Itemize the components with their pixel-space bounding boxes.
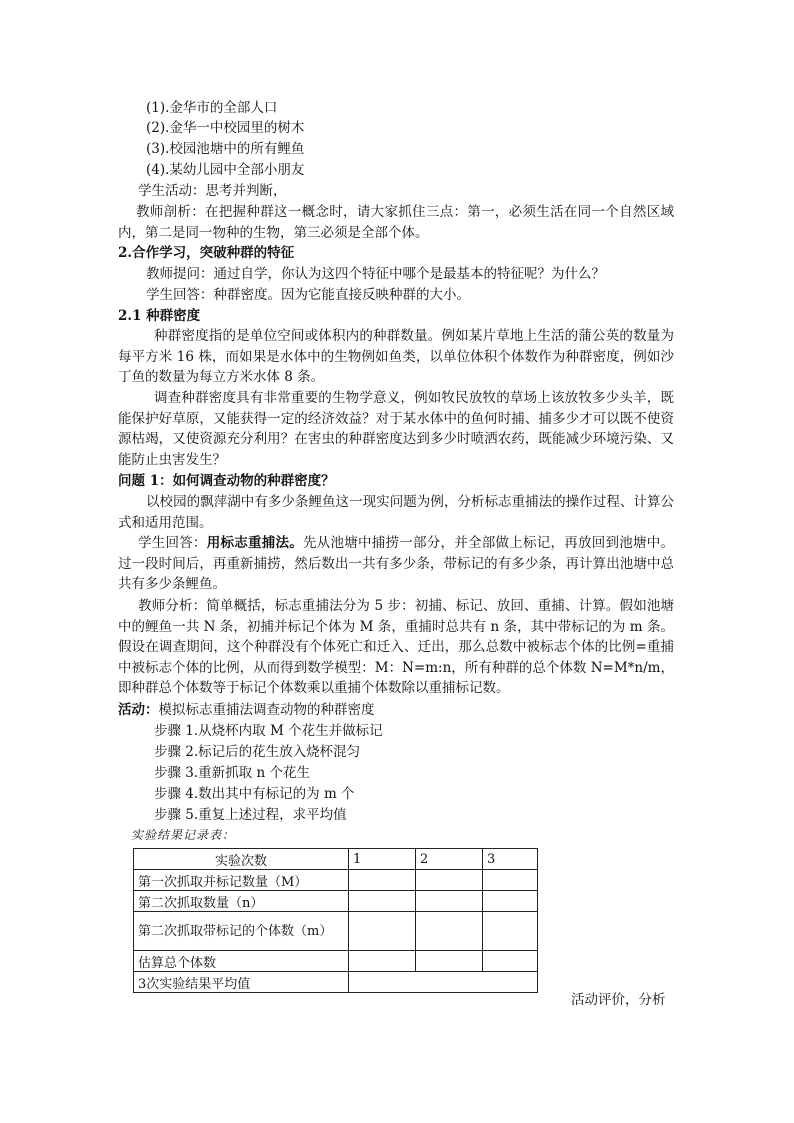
table-cell (483, 870, 538, 891)
student-answer: 学生回答：种群密度。因为它能直接反映种群的大小。 (146, 287, 470, 303)
table-cell (416, 870, 483, 891)
table-row (134, 912, 538, 951)
table-row (134, 870, 538, 891)
table-header-cell: 2 (416, 849, 483, 870)
table-caption: 实验结果记录表： (131, 828, 236, 842)
table-row (134, 951, 538, 972)
section-2-1-title: 2.1 种群密度 (118, 308, 201, 324)
step-2: 步骤 2.标记后的花生放入烧杯混匀 (154, 744, 361, 760)
row-label: 第二次抓取带标记的个体数（m） (134, 912, 349, 951)
table-header-cell: 3 (483, 849, 538, 870)
table-cell (416, 912, 483, 951)
student-answer-2-method: 用标志重捕法。 (206, 535, 303, 551)
step-1: 步骤 1.从烧杯内取 M 个花生并做标记 (154, 723, 383, 739)
problem-1-text: 以校园的飘萍湖中有多少条鲤鱼这一现实问题为例，分析标志重捕法的操作过程、计算公式和适用范围。 (118, 494, 674, 531)
option-4: (4).某幼儿园中全部小朋友 (146, 162, 305, 178)
side-note: 活动评价，分析 (571, 992, 666, 1008)
table-row (134, 972, 538, 993)
table-header-cell: 1 (349, 849, 416, 870)
option-2: (2).金华一中校园里的树木 (146, 120, 305, 136)
option-1: (1).金华市的全部人口 (146, 100, 278, 116)
row-label: 第二次抓取数量（n） (134, 891, 349, 912)
density-paragraph-2: 调查种群密度具有非常重要的生物学意义，例如牧民放牧的草场上该放牧多少头羊，既能保护好草原，又能获得一定的经济效益？对于某水体中的鱼何时捕、捕多少才可以既不使资源枯竭，又使资源充分利用？在害虫的种群密度达到多少时喷洒农药，既能减少环境污染、又能防止虫害发生？ (118, 390, 674, 468)
row-label: 第一次抓取并标记数量（M） (134, 870, 349, 891)
experiment-record-table (133, 848, 538, 993)
activity-label: 活动： (118, 702, 159, 718)
teacher-question: 教师提问：通过自学，你认为这四个特征中哪个是最基本的特征呢？为什么？ (146, 266, 605, 282)
table-row (134, 891, 538, 912)
table-header-row (134, 849, 538, 870)
row-label: 3次实验结果平均值 (134, 972, 349, 993)
option-3: (3).校园池塘中的所有鲤鱼 (146, 141, 305, 157)
teacher-analysis: 教师剖析：在把握种群这一概念时，请大家抓住三点：第一，必须生活在同一个自然区域内，第二是同一物种的生物，第三必须是全部个体。 (118, 204, 674, 241)
step-4: 步骤 4.数出其中有标记的为 m 个 (154, 786, 355, 802)
step-5: 步骤 5.重复上述过程，求平均值 (154, 807, 347, 823)
student-answer-2 (118, 533, 674, 595)
table-cell (349, 891, 416, 912)
step-3: 步骤 3.重新抓取 n 个花生 (154, 765, 310, 781)
teacher-analysis-2: 教师分析：简单概括，标志重捕法分为 5 步：初捕、标记、放回、重捕、计算。假如池塘中的鲤鱼一共 N 条，初捕并标记个体为 M 条，重捕时总共有 n 条，其中带标记的为 m 条。假设在调查期间，这个种群没有个体死亡和迁入、迁出，那么总数中被标志个体的比例=重捕中被标志个体的比例，从而得到数学模型：M：N=m:n，所有种群的总个体数 N=M*n/m，即种群总个体数等于标记个体数乘以重捕个体数除以重捕标记数。 (118, 598, 674, 697)
activity-text: 模拟标志重捕法调查动物的种群密度 (158, 702, 375, 718)
table-cell (483, 912, 538, 951)
table-cell (349, 912, 416, 951)
student-activity: 学生活动：思考并判断， (138, 183, 287, 199)
student-answer-2-rest: 先从池塘中捕捞一部分，并全部做上标记，再放回到池塘中。过一段时间后，再重新捕捞，然后数出一共有多少条，带标记的有多少条，再计算出池塘中总共有多少条鲤鱼。 (118, 535, 674, 593)
row-label: 估算总个体数 (134, 951, 349, 972)
table-cell (349, 870, 416, 891)
section-2-title: 2.合作学习，突破种群的特征 (118, 245, 295, 261)
problem-1-title: 问题 1：如何调查动物的种群密度？ (118, 473, 335, 489)
table-cell (483, 891, 538, 912)
table-cell (349, 951, 416, 972)
student-answer-2-prefix: 学生回答： (138, 535, 207, 551)
table-cell (349, 972, 538, 993)
table-cell (483, 951, 538, 972)
density-paragraph-1: 种群密度指的是单位空间或体积内的种群数量。例如某片草地上生活的蒲公英的数量为每平方米 16 株，而如果是水体中的生物例如鱼类，以单位体积个体数作为种群密度，例如沙丁鱼的数量为每立方米水体 8 条。 (118, 328, 674, 386)
table-cell (416, 891, 483, 912)
table-cell (416, 951, 483, 972)
activity-line (118, 700, 375, 720)
table-header-cell: 实验次数 (134, 849, 349, 870)
